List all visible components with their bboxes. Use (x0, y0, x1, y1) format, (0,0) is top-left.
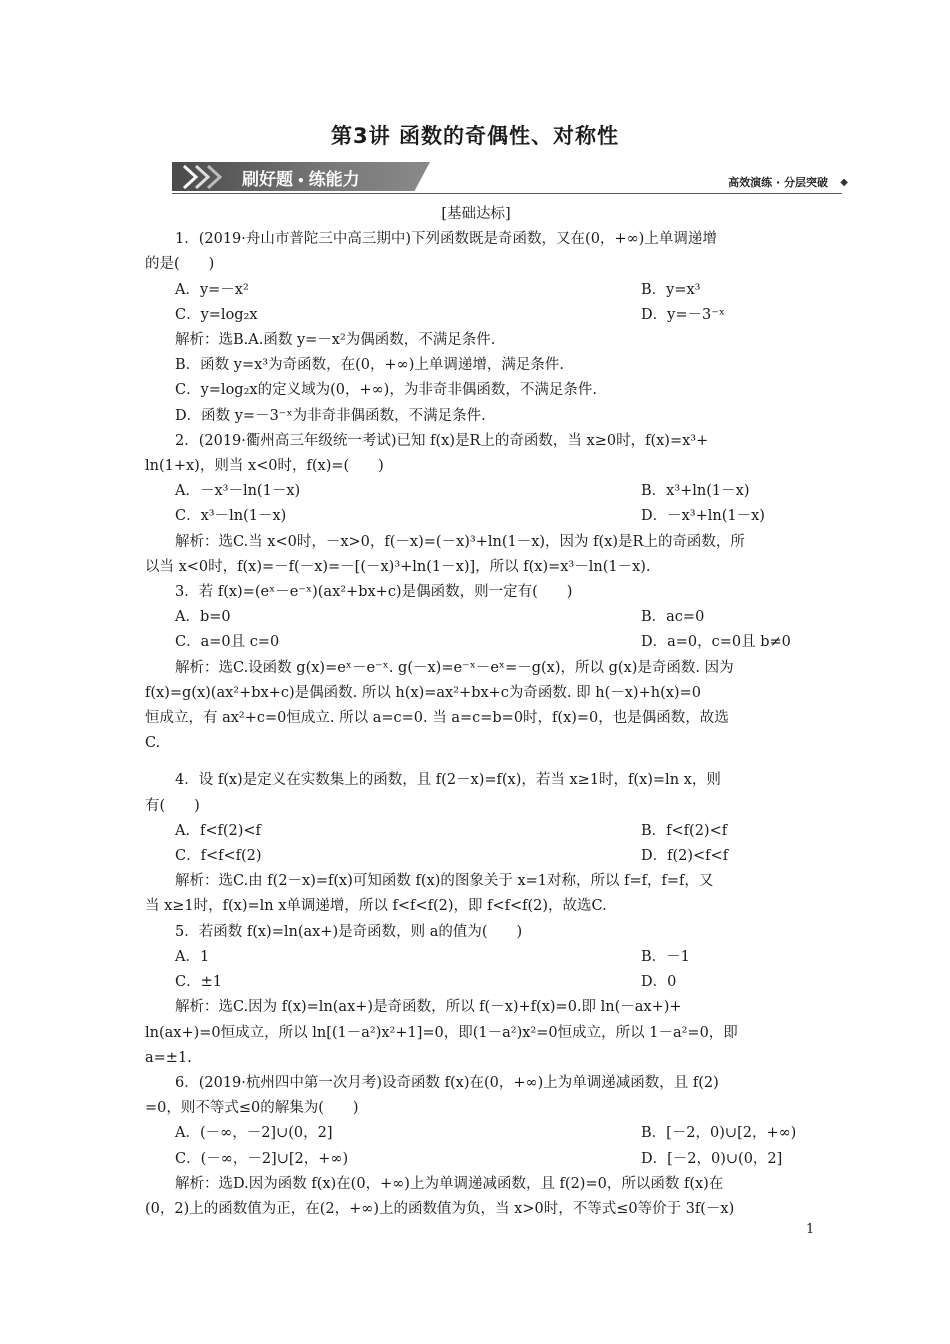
option-b: B．ac=0 (641, 609, 705, 626)
question-5-line-1: 5．若函数 f(x)=ln(ax+)是奇函数，则 a的值为( ) (175, 923, 523, 940)
question-1-options-ab (145, 278, 807, 303)
question-3-line-1: 3．若 f(x)=(eˣ－e⁻ˣ)(ax²+bx+c)是偶函数，则一定有( ) (175, 584, 573, 601)
question-4-line-1: 4．设 f(x)是定义在实数集上的函数，且 f(2－x)=f(x)，若当 x≥1时，f(x)=ln x，则 (175, 772, 721, 789)
section-label: [基础达标] (441, 206, 511, 222)
option-c: C．f<f<f(2) (175, 848, 262, 865)
option-a: A．－x³－ln(1－x) (175, 483, 301, 500)
option-d: D．y=－3⁻ˣ (641, 306, 725, 323)
solution-2-line-2: 以当 x<0时，f(x)=－f(－x)=－[(－x)³+ln(1－x)]，所以 f(x)=x³－ln(1－x). (145, 558, 651, 575)
solution-1-line-4: D．函数 y=－3⁻ˣ为非奇非偶函数，不满足条件. (175, 407, 486, 424)
solution-3-line-4: C. (145, 735, 161, 752)
option-d: D．a=0，c=0且 b≠0 (641, 634, 791, 651)
solution-1-line-2: B．函数 y=x³为奇函数，在(0，+∞)上单调递增，满足条件. (175, 357, 564, 374)
question-6-line-2: =0，则不等式≤0的解集为( ) (145, 1100, 359, 1117)
option-a: A．f<f(2)<f (175, 822, 261, 839)
banner-label-a: 刷好题 (242, 170, 293, 190)
exercise-content (145, 202, 807, 1222)
option-c: C．y=log₂x (175, 306, 258, 323)
banner-rule (172, 193, 842, 194)
page-title: 第3讲 函数的奇偶性、对称性 (331, 124, 619, 148)
question-6-line-1: 6．(2019·杭州四中第一次月考)设奇函数 f(x)在(0，+∞)上为单调递减函数，且 f(2) (175, 1074, 719, 1091)
option-a: A．(－∞，－2]∪(0，2] (175, 1125, 333, 1142)
question-5-options-cd (145, 970, 807, 995)
option-a: A．y=－x² (175, 281, 249, 298)
question-2-options-cd (145, 504, 807, 529)
banner-label-b: 练能力 (308, 170, 360, 190)
question-6-options-cd (145, 1147, 807, 1172)
option-b: B．y=x³ (641, 281, 701, 298)
solution-5-line-2: ln(ax+)=0恒成立，所以 ln[(1－a²)x²+1]=0，即(1－a²)x²=0恒成立，所以 1－a²=0，即 (145, 1024, 738, 1041)
question-5-options-ab (145, 945, 807, 970)
question-4-line-2: 有( ) (145, 797, 200, 814)
section-banner (172, 160, 850, 194)
question-4-options-cd (145, 844, 807, 869)
solution-6-line-2: (0，2)上的函数值为正，在(2，+∞)上的函数值为负，当 x>0时，不等式≤0等价于 3f(－x) (145, 1200, 735, 1217)
solution-5-line-3: a=±1. (145, 1049, 192, 1066)
banner-left-text (242, 165, 360, 190)
option-c: C．(－∞，－2]∪[2，+∞) (175, 1150, 349, 1167)
option-d: D．[－2，0)∪(0，2] (641, 1150, 783, 1167)
option-a: A．1 (175, 948, 210, 965)
solution-3-line-3: 恒成立，有 ax²+c=0恒成立. 所以 a=c=0. 当 a=c=b=0时，f(x)=0，也是偶函数，故选 (145, 710, 729, 727)
option-c: C．x³－ln(1－x) (175, 508, 287, 525)
spacer (145, 756, 807, 768)
solution-4-line-1: 解析：选C.由 f(2－x)=f(x)可知函数 f(x)的图象关于 x=1对称，所以 f=f，f=f，又 (175, 873, 714, 890)
banner-right-text: 高效演练 · 分层突破 (728, 176, 828, 189)
solution-1-line-3: C．y=log₂x的定义域为(0，+∞)，为非奇非偶函数，不满足条件. (175, 382, 597, 399)
question-2-line-2: ln(1+x)，则当 x<0时，f(x)=( ) (145, 458, 384, 475)
diamond-icon: ◆ (840, 177, 848, 188)
option-d: D．－x³+ln(1－x) (641, 508, 765, 525)
question-2-line-1: 2．(2019·衢州高三年级统一考试)已知 f(x)是R上的奇函数，当 x≥0时，f(x)=x³+ (175, 432, 709, 449)
question-2-options-ab (145, 479, 807, 504)
option-b: B．f<f(2)<f (641, 822, 728, 839)
solution-5-line-1: 解析：选C.因为 f(x)=ln(ax+)是奇函数，所以 f(－x)+f(x)=0.即 ln(－ax+)+ (175, 999, 682, 1016)
question-1-line-1: 1．(2019·舟山市普陀三中高三期中)下列函数既是奇函数，又在(0，+∞)上单调递增 (175, 231, 717, 248)
question-4-options-ab (145, 819, 807, 844)
option-d: D．0 (641, 974, 677, 991)
option-b: B．－1 (641, 948, 690, 965)
option-b: B．[－2，0)∪[2，+∞) (641, 1125, 797, 1142)
question-6-options-ab (145, 1121, 807, 1146)
question-1-options-cd (145, 303, 807, 328)
solution-1-line-1: 解析：选B.A.函数 y=－x²为偶函数，不满足条件. (175, 332, 496, 349)
question-1-line-2: 的是( ) (145, 256, 215, 273)
page-number: 1 (806, 1222, 815, 1237)
option-b: B．x³+ln(1－x) (641, 483, 750, 500)
solution-3-line-2: f(x)=g(x)(ax²+bx+c)是偶函数. 所以 h(x)=ax²+bx+c为奇函数. 即 h(－x)+h(x)=0 (145, 684, 701, 701)
option-a: A．b=0 (175, 609, 231, 626)
solution-4-line-2: 当 x≥1时，f(x)=ln x单调递增，所以 f<f<f(2)，即 f<f<f(2)，故选C. (145, 898, 607, 915)
solution-3-line-1: 解析：选C.设函数 g(x)=eˣ－e⁻ˣ. g(－x)=e⁻ˣ－eˣ=－g(x)，所以 g(x)是奇函数. 因为 (175, 659, 734, 676)
option-c: C．±1 (175, 974, 222, 991)
solution-6-line-1: 解析：选D.因为函数 f(x)在(0，+∞)上为单调递减函数，且 f(2)=0，所以函数 f(x)在 (175, 1175, 724, 1192)
question-3-options-ab (145, 605, 807, 630)
question-3-options-cd (145, 630, 807, 655)
solution-2-line-1: 解析：选C.当 x<0时，－x>0，f(－x)=(－x)³+ln(1－x)，因为 f(x)是R上的奇函数，所 (175, 533, 745, 550)
option-d: D．f(2)<f<f (641, 848, 729, 865)
option-c: C．a=0且 c=0 (175, 634, 280, 651)
chevron-arrows-icon (180, 164, 230, 190)
banner-dot: • (297, 174, 305, 188)
